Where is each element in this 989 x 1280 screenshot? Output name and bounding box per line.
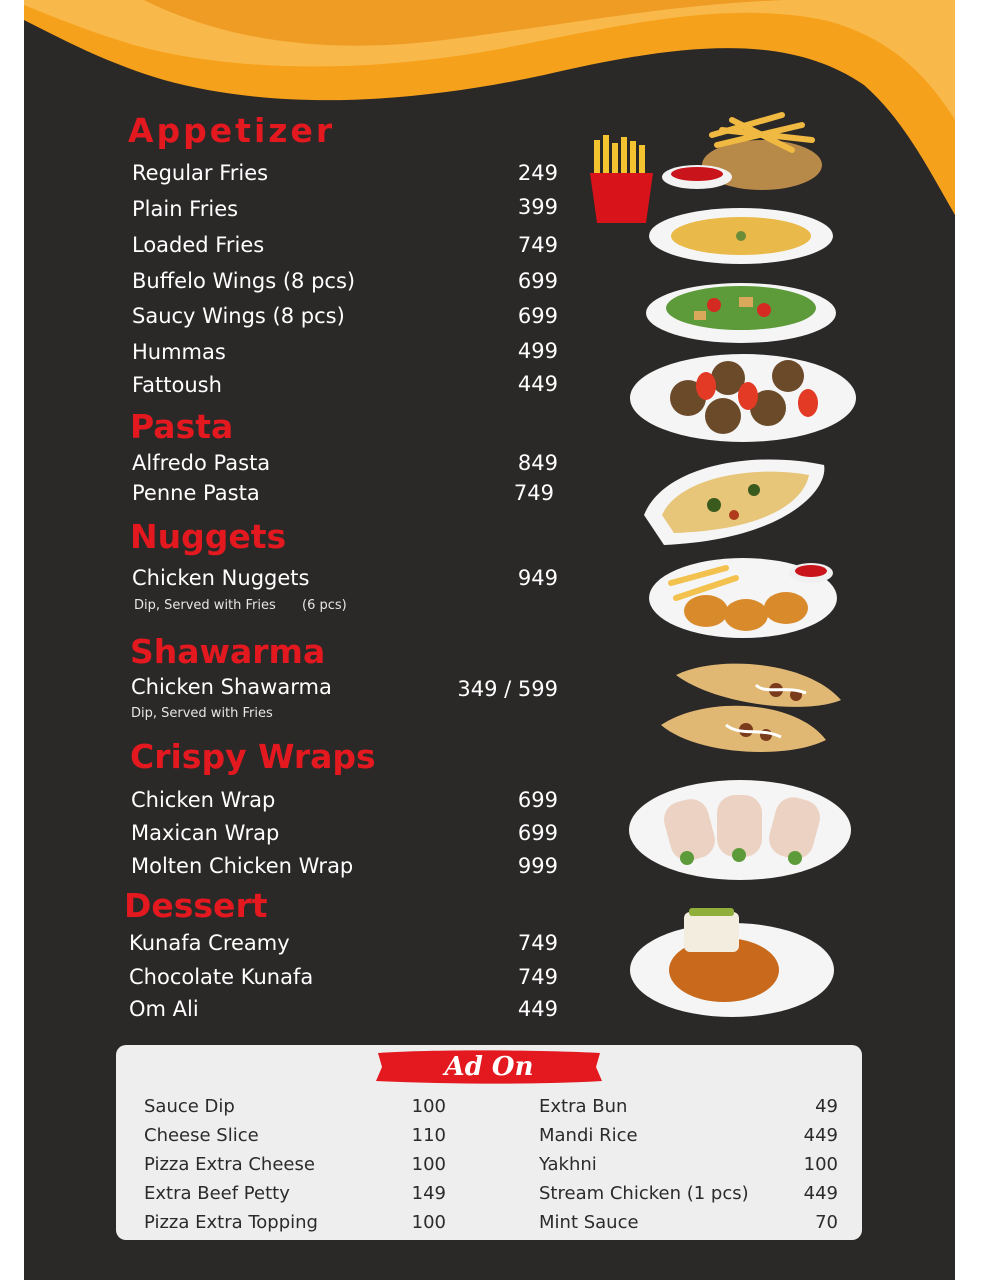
item-name: Maxican Wrap xyxy=(131,821,280,845)
item-price: 399 xyxy=(517,195,558,219)
nuggets-plate-image xyxy=(646,553,841,641)
item-price: 749 xyxy=(517,233,558,257)
item-name: Chicken Shawarma xyxy=(131,675,332,699)
addon-item-name: Pizza Extra Cheese xyxy=(144,1154,315,1175)
item-price: 499 xyxy=(517,339,558,363)
addon-item-price: 100 xyxy=(411,1212,446,1233)
item-price: 699 xyxy=(517,269,558,293)
addon-item-name: Pizza Extra Topping xyxy=(144,1212,318,1233)
section-heading-pasta: Pasta xyxy=(130,407,234,446)
item-price: 349 / 599 xyxy=(457,677,558,701)
item-name: Loaded Fries xyxy=(132,233,265,257)
fries-basket-image xyxy=(652,105,827,195)
kunafa-plate-image xyxy=(629,900,839,1022)
addon-item-name: Sauce Dip xyxy=(144,1096,235,1117)
item-price: 449 xyxy=(517,372,558,396)
item-note: Dip, Served with Fries xyxy=(131,706,273,721)
section-heading-appetizer: Appetizer xyxy=(128,111,336,150)
addon-item-name: Cheese Slice xyxy=(144,1125,259,1146)
addon-item-name: Extra Beef Petty xyxy=(144,1183,290,1204)
item-name: Molten Chicken Wrap xyxy=(131,854,354,878)
addon-item-price: 110 xyxy=(411,1125,446,1146)
section-heading-shawarma: Shawarma xyxy=(130,632,326,671)
addon-item-price: 449 xyxy=(803,1183,838,1204)
addon-panel xyxy=(116,1045,862,1240)
section-heading-nuggets: Nuggets xyxy=(130,517,287,556)
item-note: Dip, Served with Fries xyxy=(134,598,276,613)
addon-item-price: 49 xyxy=(815,1096,838,1117)
addon-item-price: 100 xyxy=(411,1096,446,1117)
addon-item-price: 449 xyxy=(803,1125,838,1146)
item-name: Fattoush xyxy=(132,373,222,397)
item-note-count: (6 pcs) xyxy=(302,598,347,613)
item-name: Kunafa Creamy xyxy=(129,931,290,955)
item-price: 699 xyxy=(517,788,558,812)
item-name: Chicken Wrap xyxy=(131,788,276,812)
item-name: Chicken Nuggets xyxy=(132,566,310,590)
addon-item-name: Mandi Rice xyxy=(539,1125,638,1146)
shawarma-image xyxy=(656,655,844,760)
fattoush-salad-image xyxy=(644,275,839,345)
item-price: 249 xyxy=(517,161,558,185)
wraps-plate-image xyxy=(627,770,853,885)
item-price: 699 xyxy=(517,821,558,845)
item-name: Om Ali xyxy=(129,997,199,1021)
section-heading-crispy-wraps: Crispy Wraps xyxy=(130,737,376,776)
addon-item-price: 100 xyxy=(411,1154,446,1175)
addon-item-name: Stream Chicken (1 pcs) xyxy=(539,1183,749,1204)
section-heading-dessert: Dessert xyxy=(124,886,268,925)
item-name: Hummas xyxy=(132,340,226,364)
item-price: 699 xyxy=(517,304,558,328)
menu-page xyxy=(24,0,955,1280)
item-price: 999 xyxy=(517,854,558,878)
item-name: Saucy Wings (8 pcs) xyxy=(132,304,345,328)
item-price: 749 xyxy=(517,931,558,955)
item-name: Regular Fries xyxy=(132,161,269,185)
item-price: 749 xyxy=(513,481,554,505)
addon-title: Ad On xyxy=(444,1052,534,1082)
addon-item-price: 70 xyxy=(815,1212,838,1233)
addon-item-name: Mint Sauce xyxy=(539,1212,639,1233)
item-name: Plain Fries xyxy=(132,197,239,221)
item-price: 949 xyxy=(517,566,558,590)
item-name: Penne Pasta xyxy=(132,481,260,505)
addon-item-name: Yakhni xyxy=(539,1154,597,1175)
addon-item-name: Extra Bun xyxy=(539,1096,628,1117)
item-price: 449 xyxy=(517,997,558,1021)
item-name: Chocolate Kunafa xyxy=(129,965,314,989)
hummus-plate-image xyxy=(646,205,836,267)
item-price: 749 xyxy=(517,965,558,989)
addon-item-price: 100 xyxy=(803,1154,838,1175)
item-name: Alfredo Pasta xyxy=(132,451,271,475)
falafel-plate-image xyxy=(628,348,858,445)
item-name: Buffelo Wings (8 pcs) xyxy=(132,269,356,293)
item-price: 849 xyxy=(517,451,558,475)
loaded-pasta-image xyxy=(634,445,834,553)
addon-item-price: 149 xyxy=(411,1183,446,1204)
